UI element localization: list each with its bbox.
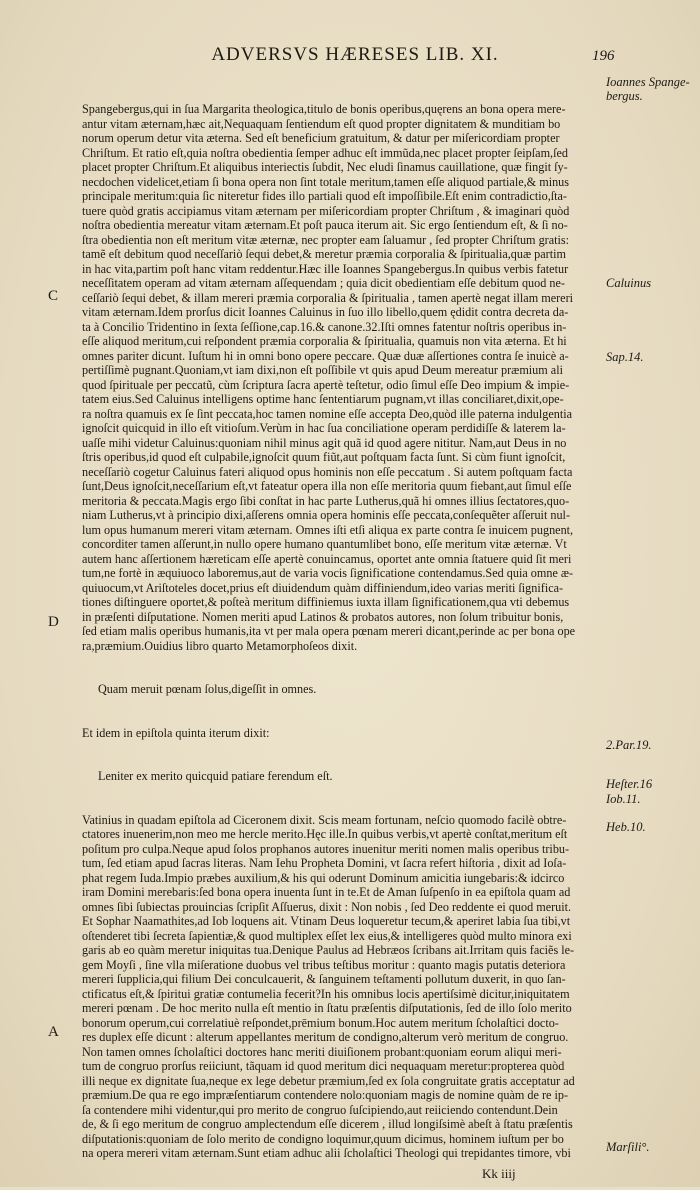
margin-note-heb: Heb.10.: [606, 820, 646, 834]
text-line: vitam æternam.Idem prorſus dicit Ioannes Caluinus in ſuo illo libello,quem ędidit contra decreta da-: [82, 305, 569, 319]
text-line: neceſſariò cogetur Caluinus fateri aliquod opus hominis non eſſe peccatum . Si autem poſtquam facta: [82, 464, 573, 479]
text-line: autem hanc aſſertionem hæreticam eſſe apertè conuincamus, oportet ante omnia ſtatuere quid ſit meri: [82, 551, 572, 566]
text-line: præmium.De qua re ego impræſentiarum contendere nolo:quoniam magis de nomine quàm de re ip-: [82, 1088, 569, 1102]
text-line: iram Domini merebaris:ſed bona opera inuenta ſunt in te.Et de Aman ſuſpenſo in ea epiſtola quam ad: [82, 885, 571, 899]
text-line: ctificatus eſt,& ſpiritui gratiæ contumelia fecerit?In his omnibus locis apertiſsimè dicitur,iniquitatem: [82, 986, 570, 1001]
signature-mark: Kk iiij: [482, 1166, 516, 1181]
text-line: norum operum detur vita æterna. Sed eſt beneficium gratuitum, & datur per miſericordiam propter: [82, 131, 560, 145]
text-line: niam Lutherus,vt à principio dixi,aſſerens omnia opera hominis eſſe peccata,conſequẽter aſſeruit nul-: [82, 508, 571, 522]
text-line: tum, ſed etiam apud ſacras literas. Nam Iehu Propheta Domini, vt ſacra refert hiſtoria , dixit ad Ioſa-: [82, 856, 567, 870]
text-line: diſputationis:quoniam de ſolo merito de condigno loquimur,quum dicimus, hominem iuſtum per bo: [82, 1131, 564, 1146]
folio-number: 196: [592, 48, 615, 64]
text-line: Non tamen omnes ſcholaſtici doctores hanc meriti diuiſionem probant:quoniam eorum aliqui meri-: [82, 1044, 562, 1059]
text-line: necdochen videlicet,etiam ſi bona opera non ſint totale meritum,tamen eſſe aliquod partiale,& minus: [82, 174, 570, 189]
main-text-block: [82, 73, 598, 1190]
text-line: phat regem Iuda.Impio præbes auxilium,& his qui oderunt Dominum amicitia iungebaris:& idcirco: [82, 870, 565, 885]
verse-line: Quam meruit pœnam ſolus,digeſſit in omnes.: [98, 682, 317, 696]
text-line: omnes pariter dicunt. Iuſtum hi in omni bono opere peccare. Quæ duæ aſſertiones contra ſe inuicè a-: [82, 348, 569, 363]
text-line: quiuocum,vt Ariſtoteles docet,prius eſt diuidendum quàm diffiniendum,ideo varias meriti ſignifica-: [82, 580, 564, 595]
margin-note-sap: Sap.14.: [606, 350, 644, 364]
text-line: na opera mereri vitam æternam.Sunt etiam adhuc alii ſcholaſtici Theologi qui trepidantes timore, vbi: [82, 1146, 571, 1160]
text-line: tuere quòd gratis accipiamus vitam æternam per miſericordiam propter Chriſtum , & imaginari quòd: [82, 203, 570, 218]
text-line: omnes ſibi ſubiectas prouincias ſcripſit Aſſuerus, dixit : Non nobis , ſed Deo reddente ei quod meruit.: [82, 899, 572, 914]
text-line: uaſſe mihi videtur Caluinus:quoniam nihil minus agit quã id quod agere nititur. Nam,aut Deus in no: [82, 435, 567, 450]
margin-note-marsili: Marſili°.: [606, 1140, 650, 1154]
text-line: mereri ſupplicia,qui filium Dei conculcauerit, & ſanguinem teſtamenti pollutum duxerit, in quo ſan-: [82, 972, 566, 986]
text-line: de, & ſi ego meritum de congruo amplectendum eſſe dicerem , illud longiſsimè abeſt à ſtatu præſentis: [82, 1117, 573, 1131]
text-line: tiones diſtinguere oportet,& poſteà meritum diffiniemus iuxta illam ſignificationem,qua vti debemus: [82, 595, 570, 609]
text-line: gem Moyſi , ſine vlla miſeratione duobus vel tribus teſtibus moritur : quanto magis putatis deteriora: [82, 957, 566, 972]
margin-note-caluinus: Caluinus: [606, 276, 652, 290]
text-line: bonorum operum,cui correlatiuè reſpondet,prēmium bonum.Hoc autem meritum ſcholaſtici docto-: [82, 1015, 559, 1030]
text-line: mereri pœnam . De hoc merito nulla eſt mentio in ſtatu præſentis diſputationis, ſed de illo ſolo merito: [82, 1001, 572, 1015]
text-line: ceſſariò ſequi debet, & illam mereri præmia corporalia & ſpiritualia , tamen apertè negat illam mereri: [82, 290, 574, 305]
verse-intro-line: Et idem in epiſtola quinta iterum dixit:: [82, 725, 270, 740]
text-line: placet propter Chriſtum.Et aliquibus interiectis ſubdit, Nec eludi ſinamus cauillatione, quæ fingit ſy-: [82, 160, 568, 174]
text-line: concorditer tamen aſſerunt,in nullo opere humano quantumlibet bono, eſſe meritum vitæ æternæ. Vt: [82, 537, 567, 551]
section-letter-c: C: [48, 288, 59, 304]
text-line: meritoria & peccata.Magis ergo ſibi conſtat in hac parte Lutherus,quã hi omnes illius ſectatores,quo-: [82, 493, 570, 508]
section-letter-d: D: [48, 614, 59, 630]
text-line: Spangebergus,qui in ſua Margarita theologica,titulo de bonis operibus,quęrens an bona opera mere-: [82, 102, 566, 116]
text-line: in præſenti diſputatione. Nomen meriti apud Latinos & probatos autores, non ſolum tribuitur bonis,: [82, 609, 564, 624]
text-line: Vatinius in quadam epiſtola ad Ciceronem dixit. Scis meam fortunam, neſcio quomodo facilè obtre-: [82, 812, 567, 827]
text-line: eſſe aliquod meritum,cui reſpondent præmia corporalia & ſpiritualia, quamuis non vita æterna. Et hi: [82, 334, 567, 348]
section-letter-a: A: [48, 1024, 59, 1040]
text-line: neceſſitatem operam ad vitam æternam aſſequendam ; quia dicit obedientiam eſſe debitum quod ne-: [82, 276, 565, 290]
text-line: ta à Concilio Tridentino in ſexta ſeſſione,cap.16.& canone.32.Iſti omnes fatentur noſtris operibus in-: [82, 319, 567, 334]
text-line: ſunt,Deus ignoſcit,neceſſarium eſt,vt fateatur opera illa non eſſe meritoria quum fiebant,aut ſimul eſſe: [82, 479, 572, 493]
text-line: ſed etiam malis operibus humanis,ita vt per mala opera pœnam mereri dicant,perinde ac per bona ope: [82, 624, 576, 638]
margin-note-par: 2.Par.19.: [606, 738, 652, 752]
text-line: antur vitam æternam,hæc ait,Nequaquam ſentiendum eſt quod propter dignitatem & munditiam bo: [82, 116, 561, 131]
margin-note-ioannes-spangebergus: Ioannes Spange-bergus.: [606, 75, 690, 103]
text-line: res duplex eſſe dicunt : alterum appellantes meritum de condigno,alterum verò meritum de congruo.: [82, 1030, 569, 1044]
text-line: ſa contendere mihi videntur,qui pro merito de congruo ſuſcipiendo,aut reiiciendo contendunt.Dein: [82, 1102, 558, 1117]
text-line: garis ab eo quàm meretur iniquitas tua.Denique Paulus ad Hebræos ſcribans ait.Irritam quis faciẽs le-: [82, 943, 575, 957]
text-line: ctatores inuenerim,non meo me hercle merito.Hęc ille.In quibus verbis,vt apertè conſtat,meritum eſt: [82, 827, 568, 841]
verse-line: Leniter ex merito quicquid patiare ferendum eſt.: [98, 769, 333, 783]
text-line: ra noſtra quamuis ex ſe ſint peccata,hoc tamen nomine eſſe accepta Deo,quòd ille paterna indulgentia: [82, 406, 573, 421]
text-line: ignoſcit quicquid in illo eſt vitioſum.Verùm in hac ſua conciliatione operam perdidiſſe & laterem la-: [82, 421, 566, 435]
text-line: Et Sophar Naamathites,ad Iob loquens ait. Vtinam Deus loqueretur tecum,& aperiret labia ſua tibi,vt: [82, 914, 571, 928]
text-line: tamẽ eſt debitum quod neceſſariò ſequi debet,& meretur præmia corporalia & ſpiritualia,quæ partim: [82, 247, 566, 261]
text-line: quod ſpirituale per peccatũ, cùm ſcriptura ſacra apertè teſtetur, odio ſimul eſſe Deo impium & impie-: [82, 377, 570, 392]
text-line: lum opus humanum mereri vitam æternam. Omnes iſti etſi aliqua ex parte contra ſe inuicem pugnent,: [82, 522, 574, 537]
text-line: in hac vita,partim poſt hanc vitam reddentur.Hæc ille Ioannes Spangebergus.In quibus verbis fatetur: [82, 261, 569, 276]
text-line: noſtra obedientia mereatur vitam æternam.Et poſt pauca iterum ait. Sic ergo ſentiendum eſt, & ſi no-: [82, 218, 568, 232]
text-line: poſitum pro culpa.Neque apud ſolos prophanos autores inuenitur meriti nomen malis operibus tribu-: [82, 841, 570, 856]
text-line: ſtris operibus,id quod eſt culpabile,ignoſcit quum fiũt,aut poſtquam facta ſunt. Si cùm fiunt ignoſcit,: [82, 450, 566, 464]
text-line: ra,præmium.Ouidius libro quarto Metamorphoſeos dixit.: [82, 638, 358, 653]
text-line: principale meritum:quia ſic niteretur fides illo partiali quod eſt impoſſibile.Eſt enim contradictio,ſta-: [82, 189, 567, 203]
text-line: illi neque ex dignitate ſua,neque ex lege debetur præmium,ſed ex ſola congruitate gratis acceptatur ad: [82, 1073, 575, 1088]
margin-note-hester: Heſter.16: [606, 777, 653, 791]
text-line: tatem eius.Sed Caluinus intelligens optime hanc ſententiarum pugnam,vt illas conciliaret,dixit,ope-: [82, 392, 564, 406]
text-line: oſtenderet tibi ſecreta ſapientiæ,& quod multiplex eſſet lex eius,& intelligeres quòd multo minora exi: [82, 928, 572, 943]
text-line: tum,ne fortè in æquiuoco laboremus,aut de varia vocis ſignificatione contendamus.Sed quia omne æ-: [82, 566, 574, 580]
text-line: tum de congruo prorſus reiiciunt, tãquam id quod meritum dici nequaquam meretur:propterea quòd: [82, 1059, 565, 1073]
text-line: ſtra obedientia non eſt meritum vitæ æternæ, nec propter eam ſaluamur , ſed propter Chriſtum gratis:: [82, 232, 570, 247]
margin-note-iob: Iob.11.: [606, 792, 641, 806]
running-title: ADVERSVS HÆRESES LIB. XI.: [211, 44, 499, 65]
text-line: pertiſſimè pugnant.Quoniam,vt iam dixi,non eſt poſſibile vt quis apud Deum mereatur præmium ali: [82, 363, 563, 377]
text-line: Chriſtum. Et ratio eſt,quia noſtra obedientia ſemper adhuc eſt immũda,nec placet propter ſeipſam,ſed: [82, 145, 568, 160]
